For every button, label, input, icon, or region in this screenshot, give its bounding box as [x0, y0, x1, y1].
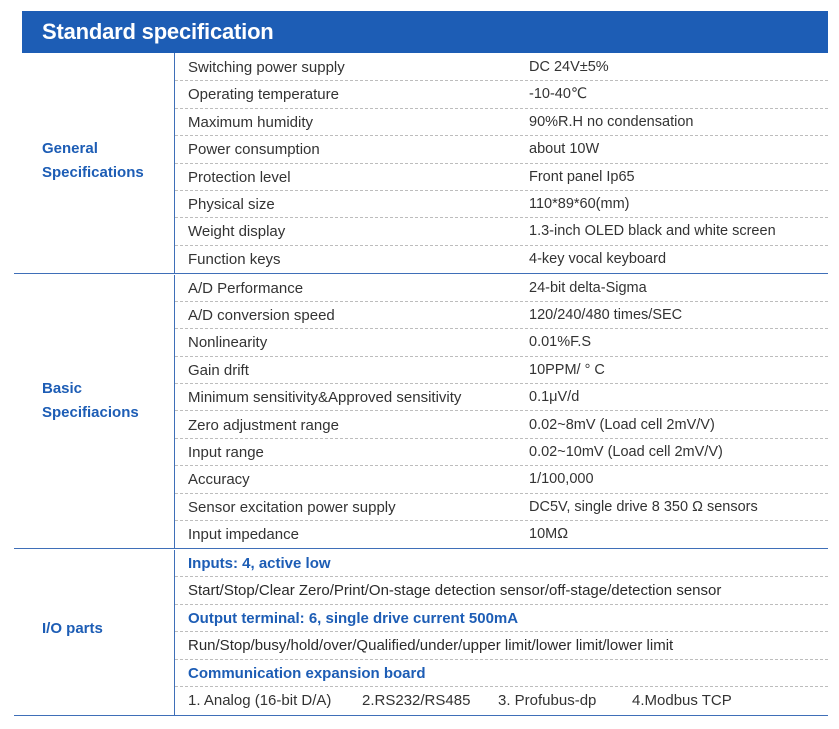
- comm-item: 1. Analog (16-bit D/A): [188, 692, 332, 709]
- spec-key: A/D Performance: [188, 279, 304, 297]
- spec-key: Physical size: [188, 196, 275, 213]
- table-row: [175, 302, 828, 329]
- table-row: [175, 439, 828, 466]
- io-inputs-head: Inputs: 4, active low: [188, 554, 331, 572]
- table-row: [175, 191, 828, 218]
- table-row: [175, 329, 828, 356]
- spec-value: 0.02~8mV (Load cell 2mV/V): [529, 416, 715, 433]
- spec-value: 24-bit delta-Sigma: [529, 279, 647, 296]
- io-comm-head: Communication expansion board: [188, 664, 426, 682]
- table-row: [175, 521, 828, 548]
- spec-value: DC5V, single drive 8 350 Ω sensors: [529, 498, 758, 515]
- table-row: [175, 136, 828, 163]
- comm-item: 3. Profubus-dp: [498, 692, 597, 709]
- io-output-head-row: [175, 605, 828, 633]
- table-row: [175, 164, 828, 191]
- spec-key: Weight display: [188, 223, 286, 241]
- comm-item: 2.RS232/RS485: [362, 692, 471, 709]
- spec-key: Input range: [188, 443, 264, 461]
- spec-key: Sensor excitation power supply: [188, 498, 396, 516]
- spec-value: 0.01%F.S: [529, 334, 592, 351]
- basic-label: [42, 377, 139, 425]
- basic-section: [14, 275, 828, 550]
- table-row: [175, 218, 828, 245]
- spec-key: Accuracy: [188, 471, 250, 489]
- spec-value: 10PPM/ ° C: [529, 361, 605, 378]
- spec-key: Zero adjustment range: [188, 416, 339, 434]
- table-row: [175, 466, 828, 493]
- spec-key: Nonlinearity: [188, 334, 268, 352]
- spec-key: Switching power supply: [188, 59, 345, 76]
- spec-value: Front panel Ip65: [529, 168, 635, 185]
- table-row: [175, 494, 828, 521]
- spec-value: about 10W: [529, 141, 600, 158]
- spec-key: Power consumption: [188, 141, 320, 159]
- spec-value: -10-40℃: [529, 86, 588, 103]
- table-row: [175, 412, 828, 439]
- io-inputs-text: Start/Stop/Clear Zero/Print/On-stage detection sensor/off-stage/detection sensor: [188, 582, 722, 599]
- general-label-line1: General: [42, 140, 98, 157]
- spec-value: 4-key vocal keyboard: [529, 250, 667, 267]
- general-section: [14, 53, 828, 274]
- io-section: [14, 550, 828, 717]
- table-row: [175, 54, 828, 81]
- io-comm-items-row: [175, 687, 828, 715]
- spec-value: 0.1μV/d: [529, 389, 580, 406]
- spec-key: Maximum humidity: [188, 113, 314, 131]
- spec-key: Function keys: [188, 250, 281, 268]
- io-label: I/O parts: [42, 619, 103, 637]
- table-row: [175, 109, 828, 136]
- table-row: [175, 81, 828, 108]
- spec-key: Input impedance: [188, 526, 299, 544]
- spec-value: 0.02~10mV (Load cell 2mV/V): [529, 443, 723, 460]
- basic-label-line2: Specifiacions: [42, 403, 139, 421]
- comm-item: 4.Modbus TCP: [632, 692, 732, 709]
- page-title: Standard specification: [42, 19, 274, 44]
- table-row: [175, 384, 828, 411]
- io-output-head: Output terminal: 6, single drive current 500mA: [188, 609, 519, 627]
- spec-value: 10MΩ: [529, 526, 569, 543]
- spec-header: [22, 11, 828, 53]
- table-row: [175, 275, 828, 302]
- general-label-line2: Specifications: [42, 164, 144, 181]
- spec-key: Gain drift: [188, 361, 249, 379]
- spec-key: A/D conversion speed: [188, 306, 335, 324]
- table-row: [175, 357, 828, 384]
- general-label: [42, 137, 144, 185]
- io-inputs-text-row: [175, 577, 828, 605]
- spec-value: 90%R.H no condensation: [529, 113, 694, 130]
- table-row: [175, 246, 828, 273]
- spec-value: 1.3-inch OLED black and white screen: [529, 223, 776, 240]
- spec-value: 110*89*60(mm): [529, 196, 630, 212]
- spec-key: Operating temperature: [188, 86, 339, 104]
- spec-value: 1/100,000: [529, 471, 594, 488]
- io-output-text: Run/Stop/busy/hold/over/Qualified/under/upper limit/lower limit/lower limit: [188, 637, 674, 654]
- io-comm-head-row: [175, 660, 828, 688]
- basic-label-line1: Basic: [42, 379, 83, 397]
- spec-key: Protection level: [188, 168, 291, 186]
- spec-key: Minimum sensitivity&Approved sensitivity: [188, 389, 462, 407]
- spec-value: 120/240/480 times/SEC: [529, 306, 683, 323]
- spec-value: DC 24V±5%: [529, 59, 609, 75]
- io-inputs-head-row: [175, 550, 828, 578]
- io-output-text-row: [175, 632, 828, 660]
